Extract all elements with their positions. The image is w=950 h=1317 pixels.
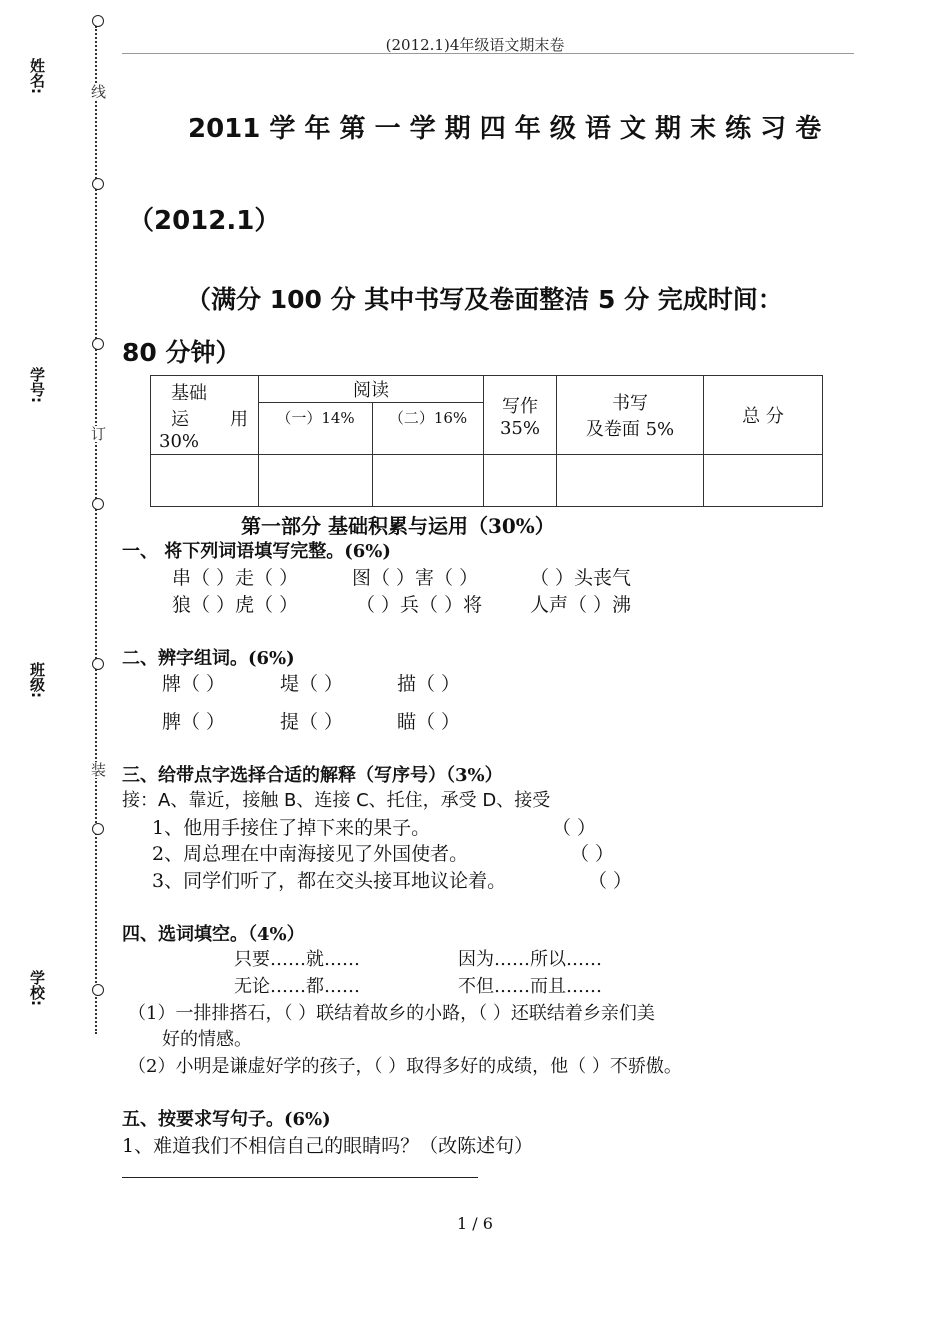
binding-char-zhuang: 装: [91, 761, 107, 779]
q4-word: 无论……都……: [234, 976, 360, 997]
binding-char-xian: 线: [91, 83, 107, 101]
q5-item: 1、难道我们不相信自己的眼睛吗？（改陈述句）: [122, 1135, 534, 1157]
header-rule: [122, 53, 854, 54]
binding-circle: [92, 498, 104, 510]
score-blank[interactable]: [259, 455, 373, 507]
exam-info-line1: （满分 100 分 其中书写及卷面整洁 5 分 完成时间：: [186, 285, 783, 314]
q1-item: （ ）兵（ ）将: [356, 594, 483, 616]
q3-answer-blank[interactable]: （ ）: [588, 870, 633, 892]
q3-item: 1、他用手接住了掉下来的果子。: [152, 817, 431, 839]
q2-item: 瞄（ ）: [397, 711, 461, 733]
q1-item: 图（ ）害（ ）: [352, 567, 479, 589]
q2-item: 提（ ）: [280, 711, 344, 733]
q4-sentence-1-cont: 好的情感。: [162, 1029, 252, 1050]
name-label: 姓名:: [28, 58, 46, 94]
q1-item: 人声（ ）沸: [530, 594, 632, 616]
score-blank[interactable]: [151, 455, 259, 507]
answer-line[interactable]: [122, 1177, 478, 1178]
school-label: 学校:: [28, 970, 46, 1006]
cell-handwriting: 书写 及卷面 5%: [557, 376, 704, 455]
q4-word: 因为……所以……: [458, 949, 602, 970]
q4-word: 只要……就……: [234, 949, 360, 970]
cell-writing: 写作 35%: [484, 376, 557, 455]
q2-item: 牌（ ）: [162, 673, 226, 695]
part1-title: 第一部分 基础积累与运用（30%）: [241, 514, 555, 538]
class-label: 班级:: [28, 662, 46, 698]
cell-total: 总 分: [704, 376, 823, 455]
q5-title: 五、按要求写句子。(6%): [122, 1109, 331, 1130]
cell-basic: 基础 运 用 30%: [151, 376, 259, 455]
q4-sentence-2: （2）小明是谦虚好学的孩子，（ ）取得多好的成绩，他（ ）不骄傲。: [128, 1056, 682, 1077]
q2-item: 堤（ ）: [280, 673, 344, 695]
binding-circle: [92, 338, 104, 350]
q4-word: 不但……而且……: [458, 976, 602, 997]
q1-item: 串（ ）走（ ）: [172, 567, 299, 589]
binding-circle: [92, 658, 104, 670]
exam-info-line2: 80 分钟）: [122, 338, 241, 367]
q3-item: 3、同学们听了，都在交头接耳地议论着。: [152, 870, 507, 892]
q3-answer-blank[interactable]: （ ）: [570, 843, 615, 865]
score-blank[interactable]: [484, 455, 557, 507]
cell-reading-2: （二）16%: [373, 403, 484, 455]
q3-title: 三、给带点字选择合适的解释（写序号）（3%）: [122, 765, 503, 786]
running-header: (2012.1)4年级语文期末卷: [385, 36, 565, 54]
q3-answer-blank[interactable]: （ ）: [552, 817, 597, 839]
exam-title: 2011 学 年 第 一 学 期 四 年 级 语 文 期 末 练 习 卷: [188, 114, 822, 144]
q2-title: 二、辨字组词。(6%): [122, 648, 295, 669]
q1-title: 一、 将下列词语填写完整。(6%): [122, 541, 391, 562]
score-blank[interactable]: [704, 455, 823, 507]
binding-circle: [92, 823, 104, 835]
student-id-label: 学号:: [28, 367, 46, 403]
q2-item: 描（ ）: [397, 673, 461, 695]
binding-circle: [92, 178, 104, 190]
binding-circle: [92, 15, 104, 27]
binding-circle: [92, 984, 104, 996]
cell-reading-1: （一）14%: [259, 403, 373, 455]
score-table: [150, 375, 823, 507]
q1-item: 狼（ ）虎（ ）: [172, 594, 299, 616]
score-blank[interactable]: [373, 455, 484, 507]
q4-title: 四、选词填空。（4%）: [122, 924, 305, 945]
q4-sentence-1: （1）一排排搭石，（ ）联结着故乡的小路，（ ）还联结着乡亲们美: [128, 1003, 655, 1024]
score-blank[interactable]: [557, 455, 704, 507]
cell-reading: 阅读: [259, 376, 484, 403]
binding-char-ding: 订: [91, 425, 107, 443]
exam-date: （2012.1）: [128, 206, 281, 236]
q2-item: 脾（ ）: [162, 711, 226, 733]
q3-item: 2、周总理在中南海接见了外国使者。: [152, 843, 469, 865]
q1-item: （ ）头丧气: [530, 567, 632, 589]
page-number: 1 / 6: [457, 1214, 493, 1233]
q3-options: 接：A、靠近，接触 B、连接 C、托住，承受 D、接受: [122, 790, 551, 811]
